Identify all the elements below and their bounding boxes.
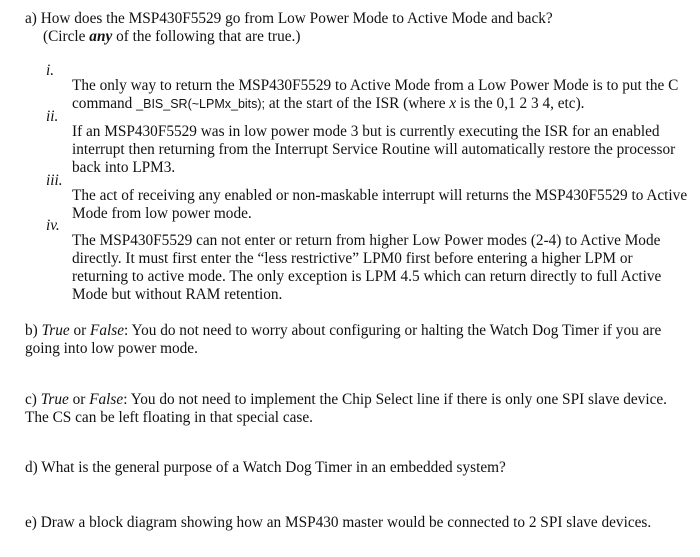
option-text: The act of receiving any enabled or non-maskable interrupt will returns the MSP430F5529 to Active Mode from low power mode. [72, 187, 688, 223]
question-e-text: e) Draw a block diagram showing how an MSP430 master would be connected to 2 SPI slave devices. [25, 514, 652, 531]
question-c-text: c) True or False: You do not need to implement the Chip Select line if there is only one SPI slave device. The CS can be left floating in that special case. [25, 391, 667, 426]
question-d [25, 459, 692, 477]
question-b-text: b) True or False: You do not need to worry about configuring or halting the Watch Dog Timer if you are going into low power mode. [25, 322, 662, 357]
question-c [25, 391, 692, 427]
option-iv [46, 217, 692, 320]
option-text: The MSP430F5529 can not enter or return from higher Low Power modes (2-4) to Active Mode directly. It must first enter the “less restrictive” LPM0 first before entering a higher LPM or returning to active mode. The only exception is LPM 4.5 which can return directly to full Active Mode but without RAM retention. [72, 232, 662, 304]
option-text: If an MSP430F5529 was in low power mode 3 but is currently executing the ISR for an enabled interrupt then returning from the Interrupt Service Routine will automatically restore the processor back into LPM3. [72, 123, 676, 177]
question-a-instruction: (Circle any of the following that are true.) [43, 28, 301, 45]
question-a [25, 10, 692, 46]
option-text: The only way to return the MSP430F5529 to Active Mode from a Low Power Mode is to put the C command _BIS_SR(~LPMx_bits); at the start of the ISR (where x is the 0,1 2 3 4, etc). [72, 77, 679, 113]
question-d-text: d) What is the general purpose of a Watch Dog Timer in an embedded system? [25, 459, 506, 476]
question-a-prompt: a) How does the MSP430F5529 go from Low Power Mode to Active Mode and back? [25, 10, 553, 27]
code-snippet: _BIS_SR(~LPMx_bits); [136, 97, 266, 112]
question-e [25, 514, 692, 532]
option-number: iv. [46, 217, 60, 234]
option-number: i. [46, 62, 55, 79]
option-number: iii. [46, 172, 63, 189]
option-number: ii. [46, 108, 59, 125]
question-b [25, 322, 692, 358]
